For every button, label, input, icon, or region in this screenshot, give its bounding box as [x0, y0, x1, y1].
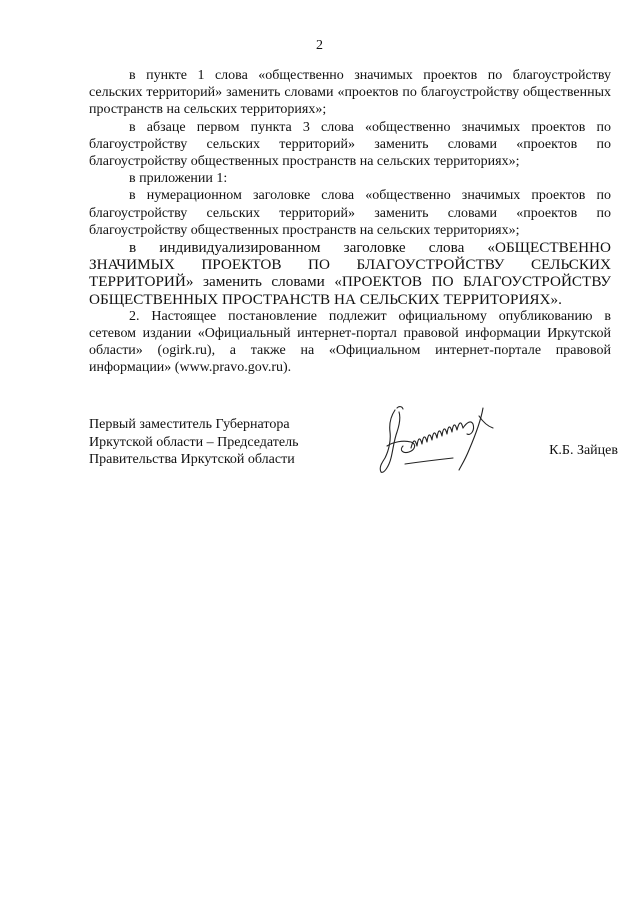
- publication-paragraph: 2. Настоящее постановление подлежит официальному опубликованию в сетевом издании «Официальный интернет-портал правовой информации Иркутской области» (ogirk.ru), а также на «Официальном интернет-портале правовой информации» (www.pravo.gov.ru).: [89, 308, 611, 376]
- signatory-position-line: Иркутской области – Председатель: [89, 434, 299, 450]
- handwritten-signature: [375, 402, 515, 486]
- amendment-paragraph-4: в нумерационном заголовке слова «общественно значимых проектов по благоустройству сельских территорий» заменить словами «проектов по благоустройству общественных пространств на сельских территориях»;: [89, 188, 611, 238]
- signatory-position-line: Правительства Иркутской области: [89, 452, 295, 468]
- signatory-position-line: Первый заместитель Губернатора: [89, 417, 290, 432]
- signatory-name: К.Б. Зайцев: [549, 443, 618, 458]
- amendment-paragraph-1: в пункте 1 слова «общественно значимых проектов по благоустройству сельских территорий» заменить словами «проектов по благоустройству общественных пространств на сельских территориях»;: [89, 68, 611, 118]
- amendment-paragraph-3: в приложении 1:: [129, 171, 228, 187]
- signature-block: [89, 416, 629, 496]
- signatory-position: [89, 416, 298, 469]
- page-number: 2: [316, 38, 323, 53]
- amendment-paragraph-5: в индивидуализированном заголовке слова «ОБЩЕСТВЕННО ЗНАЧИМЫХ ПРОЕКТОВ ПО БЛАГОУСТРОЙСТВУ СЕЛЬСКИХ ТЕРРИТОРИЙ» заменить словами «ПРОЕКТОВ ПО БЛАГОУСТРОЙСТВУ ОБЩЕСТВЕННЫХ ПРОСТРАНСТВ НА СЕЛЬСКИХ ТЕРРИТОРИЯХ».: [89, 239, 611, 308]
- document-body: [89, 67, 611, 377]
- amendment-paragraph-2: в абзаце первом пункта 3 слова «общественно значимых проектов по благоустройству сельских территорий» заменить словами «проектов по благоустройству общественных пространств на сельских территориях»;: [89, 119, 611, 170]
